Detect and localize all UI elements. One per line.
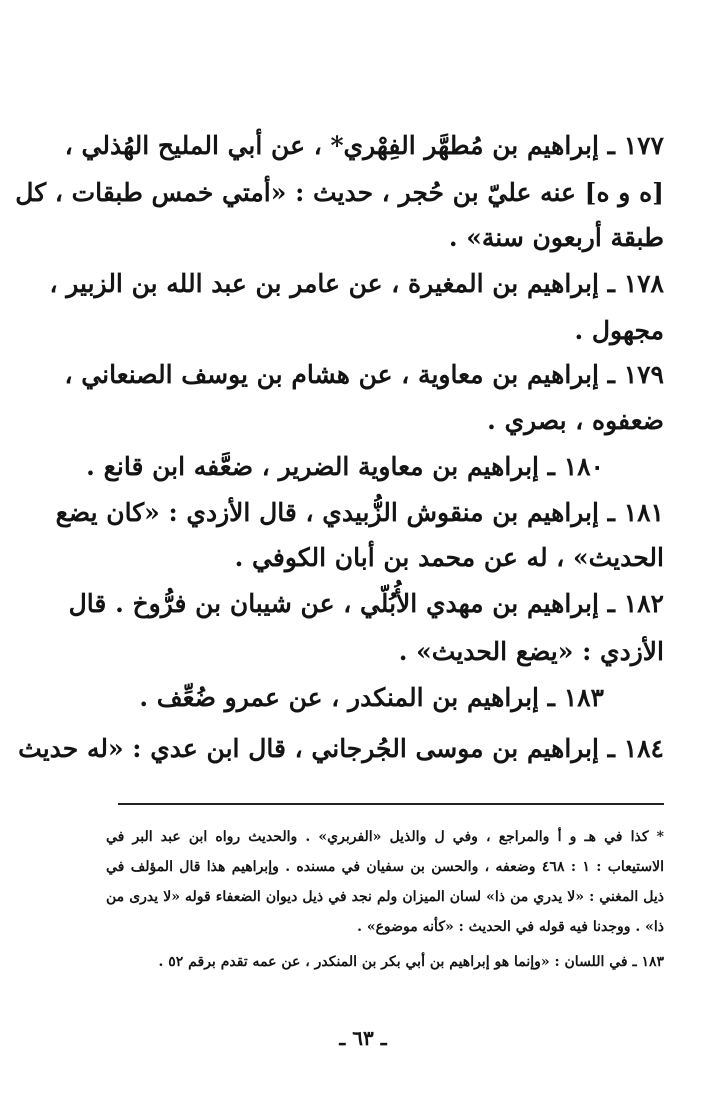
- footnote-separator: [118, 803, 664, 805]
- entry-177-line-3: طبقة أربعون سنة» .: [448, 223, 664, 252]
- entry-178-line-1: ١٧٨ ـ إبراهيم بن المغيرة ، عن عامر بن عبد الله بن الزبير ،: [49, 269, 664, 298]
- entry-182-line-2: الأزدي : «يضع الحديث» .: [398, 637, 664, 666]
- entry-179-line-1: ١٧٩ ـ إبراهيم بن معاوية ، عن هشام بن يوسف الصنعاني ،: [64, 360, 664, 389]
- page-number: ـ ٦٣ ـ: [339, 1026, 387, 1050]
- entry-183-line-1: ١٨٣ ـ إبراهيم بن المنكدر ، عن عمرو ضُعِّف .: [139, 683, 604, 712]
- footnote-line-1: * كذا في هـ و أ والمراجع ، وفي ل والذيل «الفربري» . والحديث رواه ابن عبد البر في: [106, 829, 664, 845]
- entry-179-line-2: ضعفوه ، بصري .: [487, 406, 664, 435]
- entry-184-line-1: ١٨٤ ـ إبراهيم بن موسى الجُرجاني ، قال ابن عدي : «له حديث: [18, 734, 664, 763]
- footnote-line-4: ذا» . ووجدنا فيه قوله في الحديث : «كأنه موضوع» .: [357, 919, 664, 935]
- entry-177-line-2: [ه و ه] عنه عليّ بن حُجر ، حديث : «أمتي خمس طبقات ، كل: [15, 178, 664, 207]
- entry-181-line-2: الحديث» ، له عن محمد بن أبان الكوفي .: [234, 543, 664, 572]
- entry-178-line-2: مجهول .: [574, 316, 664, 345]
- footnote-line-5: ١٨٣ ـ في اللسان : «وإنما هو إبراهيم بن أبي بكر بن المنكدر ، عن عمه تقدم برقم ٥٢ .: [158, 954, 664, 970]
- footnote-line-2: الاستيعاب : ١ : ٤٦٨ وضعفه ، والحسن بن سفيان في مسنده . وإبراهيم هذا قال المؤلف في: [106, 859, 664, 875]
- entry-182-line-1: ١٨٢ ـ إبراهيم بن مهدي الأُبُلّي ، عن شيبان بن فرُّوخ . قال: [68, 589, 664, 618]
- entry-181-line-1: ١٨١ ـ إبراهيم بن منقوش الزُّبيدي ، قال الأزدي : «كان يضع: [55, 498, 664, 527]
- footnote-line-3: ذيل المغني : «لا يدري من ذا» لسان الميزان ولم نجد في ذيل ديوان الضعفاء قوله «لا يدرى من: [106, 889, 664, 905]
- entry-177-line-1: ١٧٧ ـ إبراهيم بن مُطهَّر الفِهْري* ، عن أبي المليح الهُذلي ،: [64, 131, 664, 160]
- entry-180-line-1: ١٨٠ ـ إبراهيم بن معاوية الضرير ، ضعَّفه ابن قانع .: [86, 452, 604, 481]
